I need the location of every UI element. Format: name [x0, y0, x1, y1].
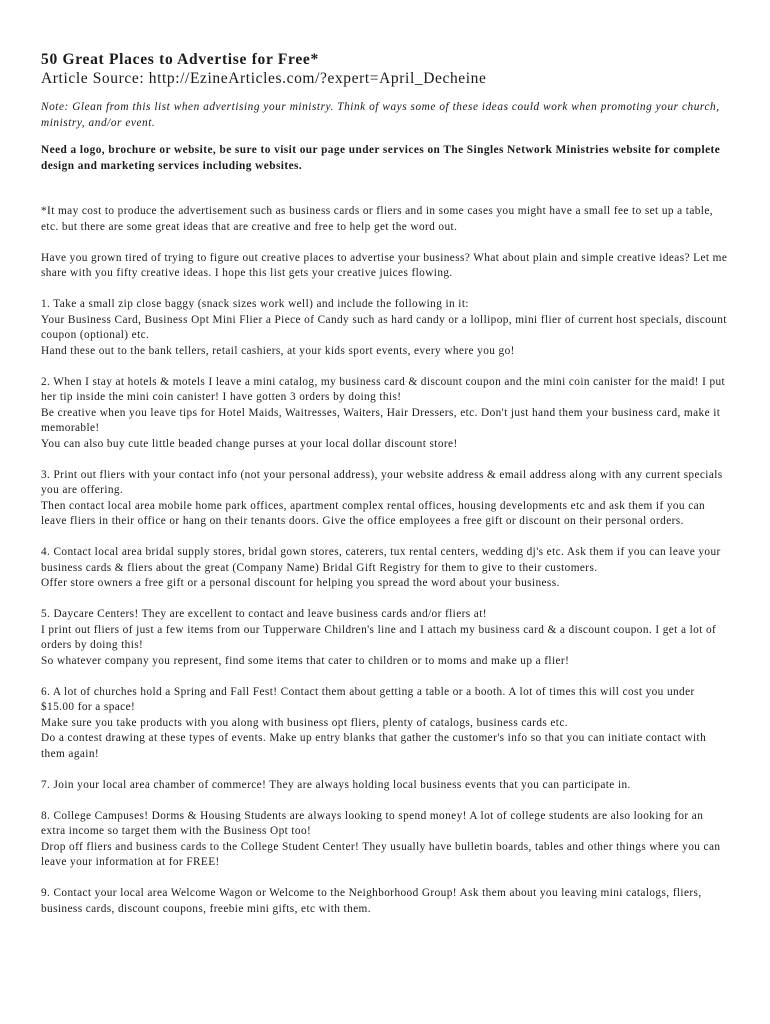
item-line: 9. Contact your local area Welcome Wagon or Welcome to the Neighborhood Group! Ask them about you leaving mini catalogs, fliers, business cards, discount coupons, freebie mini gifts, etc with them. [41, 887, 702, 915]
idea-list [41, 297, 731, 917]
list-item [41, 886, 731, 917]
item-line: I print out fliers of just a few items from our Tupperware Children's line and I attach my business card & a discount coupon. I get a lot of orders by doing this! [41, 623, 717, 651]
document-title: 50 Great Places to Advertise for Free* [41, 51, 319, 68]
item-line: So whatever company you represent, find some items that cater to children or to moms and make up a flier! [41, 654, 570, 667]
item-line: 4. Contact local area bridal supply stores, bridal gown stores, caterers, tux rental centers, wedding dj's etc. Ask them if you can leave your business cards & fliers about the great (Company Name) Bridal Gift Registry for them to give to their customers. [41, 546, 721, 574]
list-item [41, 607, 731, 669]
intro-paragraph: Have you grown tired of trying to figure out creative places to advertise your business? What about plain and simple creative ideas? Let me share with you fifty creative ideas. I hope this list gets your creative juices flowing. [41, 251, 728, 279]
item-line: Offer store owners a free gift or a personal discount for helping you spread the word about your business. [41, 577, 560, 589]
item-line: Do a contest drawing at these types of events. Make up entry blanks that gather the customer's info so that you can initiate contact with them again! [41, 732, 707, 760]
item-line: 7. Join your local area chamber of commerce! They are always holding local business events that you can participate in. [41, 778, 631, 791]
list-item [41, 809, 731, 871]
item-line: Hand these out to the bank tellers, retail cashiers, at your kids sport events, every where you go! [41, 344, 515, 357]
list-item [41, 297, 731, 359]
item-line: 3. Print out fliers with your contact info (not your personal address), your website address & email address along with any current specials you are offering. [41, 468, 723, 496]
item-line: 5. Daycare Centers! They are excellent to contact and leave business cards and/or fliers at! [41, 608, 487, 620]
item-line: Drop off fliers and business cards to the College Student Center! They usually have bulletin boards, tables and other things where you can leave your information at for FREE! [41, 840, 721, 868]
item-line: Make sure you take products with you along with business opt fliers, plenty of catalogs, business cards etc. [41, 716, 568, 729]
list-item [41, 375, 731, 453]
item-line: Then contact local area mobile home park offices, apartment complex rental offices, housing developments etc and ask them if you can leave fliers in their office or hang on their tenants doors. Give the office employees a free gift or discount on their personal orders. [41, 499, 706, 527]
item-line: Your Business Card, Business Opt Mini Flier a Piece of Candy such as hard candy or a lollipop, mini flier of current host specials, discount coupon (optional) etc. [41, 313, 727, 341]
item-line: 6. A lot of churches hold a Spring and Fall Fest! Contact them about getting a table or a booth. A lot of times this will cost you under $15.00 for a space! [41, 685, 695, 713]
item-line: You can also buy cute little beaded change purses at your local dollar discount store! [41, 437, 458, 450]
note-paragraph: Note: Glean from this list when advertising your ministry. Think of ways some of these ideas could work when promoting your church, ministry, and/or event. [41, 101, 720, 129]
list-item [41, 545, 731, 592]
item-line: 8. College Campuses! Dorms & Housing Students are always looking to spend money! A lot of college students are also looking for an extra income so target them with the Business Opt too! [41, 809, 704, 837]
item-line: 2. When I stay at hotels & motels I leave a mini catalog, my business card & discount coupon and the mini coin canister for the maid! I put her tip inside the mini coin canister! I have gotten 3 orders by doing this! [41, 375, 726, 403]
list-item [41, 778, 731, 794]
item-line: 1. Take a small zip close baggy (snack sizes work well) and include the following in it: [41, 298, 469, 310]
item-line: Be creative when you leave tips for Hotel Maids, Waitresses, Waiters, Hair Dressers, etc. Don't just hand them your business card, make it memorable! [41, 406, 721, 434]
document-page [41, 50, 731, 933]
list-item [41, 685, 731, 763]
promo-paragraph: Need a logo, brochure or website, be sure to visit our page under services on The Singles Network Ministries website for complete design and marketing services including websites. [41, 144, 721, 172]
list-item [41, 468, 731, 530]
intro-paragraph: *It may cost to produce the advertisement such as business cards or fliers and in some cases you might have a small fee to set up a table, etc. but there are some great ideas that are creative and free to help get the word out. [41, 205, 713, 233]
article-source: Article Source: http://EzineArticles.com/?expert=April_Decheine [41, 70, 487, 87]
